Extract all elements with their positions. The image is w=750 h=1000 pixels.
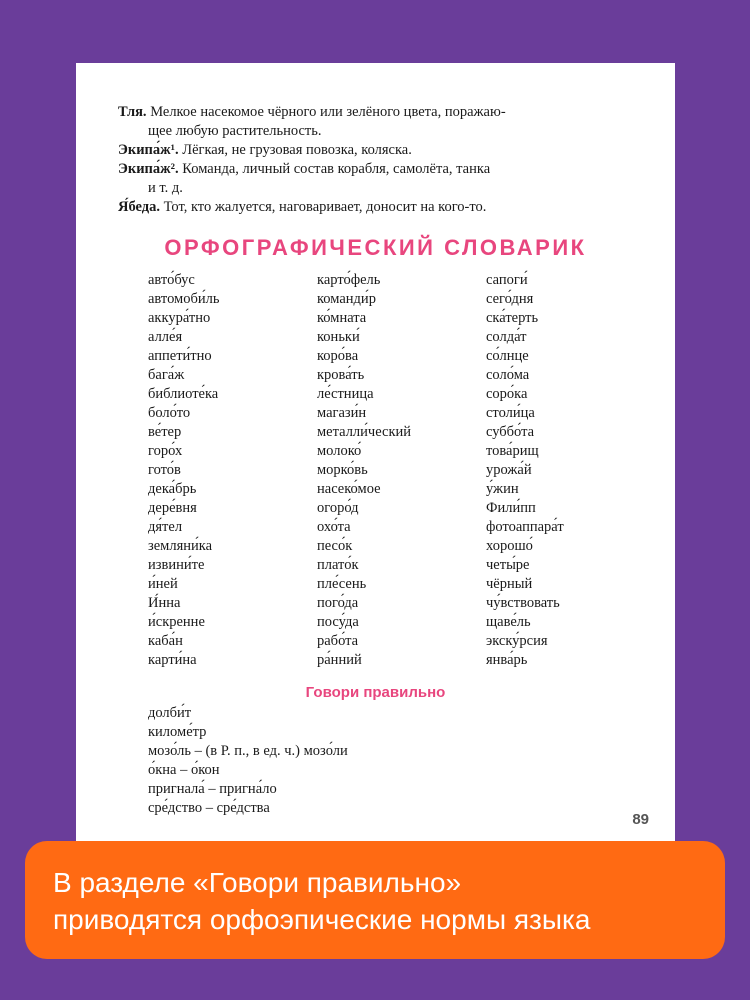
dictionary-word: чу́вствовать [486,595,560,611]
dictionary-word: хорошо́ [486,538,533,554]
dictionary-column-3 [486,271,656,670]
dictionary-word: дя́тел [148,519,183,535]
dictionary-word: соло́ма [486,367,530,383]
dictionary-word: плато́к [317,557,359,573]
definitions [118,103,628,217]
dictionary-word: морко́вь [317,462,368,478]
dictionary-word: сапоги́ [486,272,528,288]
dictionary-column-2 [317,271,487,670]
definition-entry: Экипа́ж¹. Лёгкая, не грузовая повозка, коляска. [118,142,412,158]
dictionary-word: посу́да [317,614,359,630]
speak-correctly-item: сре́дство – сре́дства [148,800,270,816]
dictionary-word: алле́я [148,329,183,345]
definition-continuation: щее любую растительность. [148,123,322,139]
dictionary-word: библиоте́ка [148,386,219,402]
speak-correctly-item: пригнала́ – пригна́ло [148,781,277,797]
dictionary-word: рабо́та [317,633,359,649]
dictionary-word: янва́рь [486,652,528,668]
dictionary-word: пле́сень [317,576,367,592]
dictionary-word: ве́тер [148,424,182,440]
speak-correctly-item: мозо́ль – (в Р. п., в ед. ч.) мозо́ли [148,743,348,759]
dictionary-word: земляни́ка [148,538,213,554]
dictionary-word: песо́к [317,538,353,554]
dictionary-word: и́ней [148,576,178,592]
dictionary-word: дере́вня [148,500,197,516]
dictionary-word: магази́н [317,405,367,421]
dictionary-title: ОРФОГРАФИЧЕСКИЙ СЛОВАРИК [164,235,587,260]
dictionary-word: экску́рсия [486,633,548,649]
dictionary-word: насеко́мое [317,481,381,497]
speak-correctly-item: о́кна – о́кон [148,762,220,778]
dictionary-word: фотоаппара́т [486,519,564,535]
dictionary-word: дека́брь [148,481,197,497]
dictionary-word: Фили́пп [486,500,536,516]
dictionary-word: соро́ка [486,386,528,402]
definition-entry: Экипа́ж². Команда, личный состав корабля, самолёта, танка [118,161,491,177]
caption-banner [25,841,725,959]
dictionary-word: коро́ва [317,348,359,364]
dictionary-word: извини́те [148,557,205,573]
dictionary-word: ра́нний [317,652,362,668]
dictionary-word: това́рищ [486,443,539,459]
dictionary-word: охо́та [317,519,351,535]
dictionary-word: урожа́й [486,462,532,478]
dictionary-word: каба́н [148,633,183,649]
dictionary-word: ле́стница [317,386,374,402]
dictionary-word: горо́х [148,443,183,459]
dictionary-word: щаве́ль [486,614,531,630]
speak-correctly-item: киломе́тр [148,724,207,740]
banner-line-2: приводятся орфоэпические нормы языка [53,904,591,935]
definition-continuation: и т. д. [148,180,183,196]
dictionary-word: ко́мната [317,310,367,326]
dictionary-word: авто́бус [148,272,195,288]
dictionary-word: четы́ре [486,557,530,573]
dictionary-word: и́скренне [148,614,205,630]
dictionary-word: огоро́д [317,500,359,516]
dictionary-word: сего́дня [486,291,534,307]
textbook-page [76,63,675,850]
dictionary-word: команди́р [317,291,376,307]
definition-entry: Тля. Мелкое насекомое чёрного или зелёного цвета, поражаю- [118,104,506,120]
dictionary-word: молоко́ [317,443,362,459]
dictionary-word: аккура́тно [148,310,211,326]
dictionary-word: аппети́тно [148,348,212,364]
dictionary-word: коньки́ [317,329,360,345]
dictionary-word: со́лнце [486,348,529,364]
speak-correctly-item: долби́т [148,705,192,721]
dictionary-word: столи́ца [486,405,535,421]
page-number: 89 [632,811,649,828]
dictionary-column-1 [148,271,318,670]
definition-entry: Я́беда. Тот, кто жалуется, наговаривает, доносит на кого-то. [118,199,487,215]
dictionary-word: пого́да [317,595,359,611]
dictionary-word: суббо́та [486,424,535,440]
dictionary-word: крова́ть [317,367,365,383]
speak-correctly-list [148,704,348,818]
dictionary-word: ска́терть [486,310,539,326]
dictionary-word: чёрный [486,576,533,592]
banner-line-1: В разделе «Говори правильно» [53,867,462,898]
dictionary-word: солда́т [486,329,527,345]
dictionary-word: гото́в [148,462,181,478]
dictionary-word: металли́ческий [317,424,412,440]
dictionary-word: боло́то [148,405,191,421]
dictionary-word: И́нна [148,595,181,611]
dictionary-word: у́жин [486,481,519,497]
dictionary-word: автомоби́ль [148,291,220,307]
speak-correctly-title: Говори правильно [305,684,446,701]
dictionary-word: карто́фель [317,272,381,288]
dictionary-word: карти́на [148,652,197,668]
dictionary-word: бага́ж [148,367,185,383]
